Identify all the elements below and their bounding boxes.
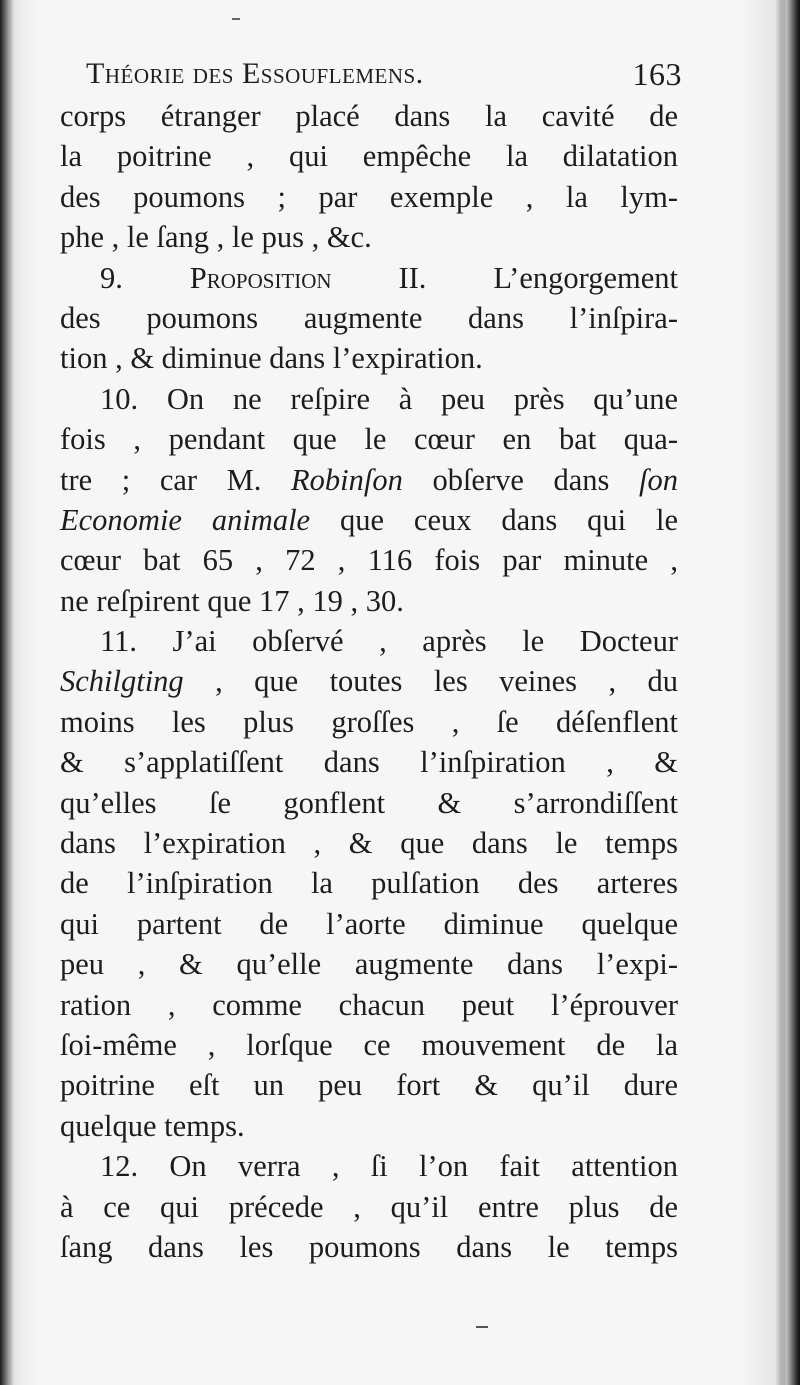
text-segment: que ceux dans qui le xyxy=(310,502,679,537)
text-line: 12. On verra , ſi l’on fait attention xyxy=(100,1149,678,1184)
text-line: qui partent de l’aorte diminue quelque xyxy=(60,906,678,941)
text-line: phe , le ſang , le pus , &c. xyxy=(60,220,372,255)
text-line: ſang dans les poumons dans le temps xyxy=(60,1229,678,1264)
page-gutter-shadow xyxy=(0,0,14,1385)
text-line-economie xyxy=(60,500,678,540)
author-name: Schilgting xyxy=(60,664,184,699)
print-mark-top xyxy=(232,18,240,20)
text-line: qu’elles ſe gonflent & s’arrondiſſent xyxy=(60,785,678,820)
text-line: 11. J’ai obſervé , après le Docteur xyxy=(100,624,678,659)
text-line: ſoi-même , lorſque ce mouvement de la xyxy=(60,1027,678,1062)
text-line: des poumons augmente dans l’inſpira- xyxy=(60,300,678,335)
text-line: ration , comme chacun peut l’éprouver xyxy=(60,987,678,1022)
text-line: poitrine eſt un peu fort & qu’il dure xyxy=(60,1068,678,1103)
text-line: corps étranger placé dans la cavité de xyxy=(60,99,678,133)
text-line-robinson xyxy=(60,460,678,500)
text-line-schilgting xyxy=(60,661,678,701)
italic-word: ſon xyxy=(639,462,678,497)
text-line: peu , & qu’elle augmente dans l’expi- xyxy=(60,947,678,982)
text-line: cœur bat 65 , 72 , 116 fois par minute , xyxy=(60,543,678,578)
text-line: ne reſpirent que 17 , 19 , 30. xyxy=(60,583,404,618)
text-line: la poitrine , qui empêche la dilatation xyxy=(60,139,678,174)
text-line-proposition xyxy=(60,258,678,298)
text-line: quelque temps. xyxy=(60,1108,245,1143)
proposition-heading: Proposition II. xyxy=(189,260,427,295)
text-line: des poumons ; par exemple , la lym- xyxy=(60,179,678,214)
text-line: moins les plus groſſes , ſe déſenflent xyxy=(60,704,678,739)
proposition-text: L’engorgement xyxy=(426,260,678,295)
text-segment: tre ; car M. xyxy=(60,462,292,497)
book-title: Economie animale xyxy=(60,502,311,537)
text-line: tion , & diminue dans l’expiration. xyxy=(60,341,483,376)
text-line: & s’applatiſſent dans l’inſpiration , & xyxy=(60,745,678,780)
text-line: 10. On ne reſpire à peu près qu’une xyxy=(100,381,678,416)
text-line: à ce qui précede , qu’il entre plus de xyxy=(60,1189,678,1224)
text-line: fois , pendant que le cœur en bat qua- xyxy=(60,422,678,457)
page-number: 163 xyxy=(632,56,682,92)
text-line: de l’inſpiration la pulſation des arteres xyxy=(60,866,678,901)
page-edge-shadow xyxy=(778,0,800,1385)
text-segment: obſerve dans xyxy=(402,462,640,497)
author-name: Robinſon xyxy=(291,462,403,497)
text-line: dans l’expiration , & que dans le temps xyxy=(60,826,678,861)
running-head xyxy=(60,52,682,96)
text-segment: , que toutes les veines , du xyxy=(183,664,678,699)
text-block xyxy=(60,52,682,1267)
print-mark-bottom xyxy=(476,1326,488,1328)
running-title: Théorie des Essouflemens. xyxy=(86,57,424,90)
paragraph-number: 9. xyxy=(100,260,190,295)
